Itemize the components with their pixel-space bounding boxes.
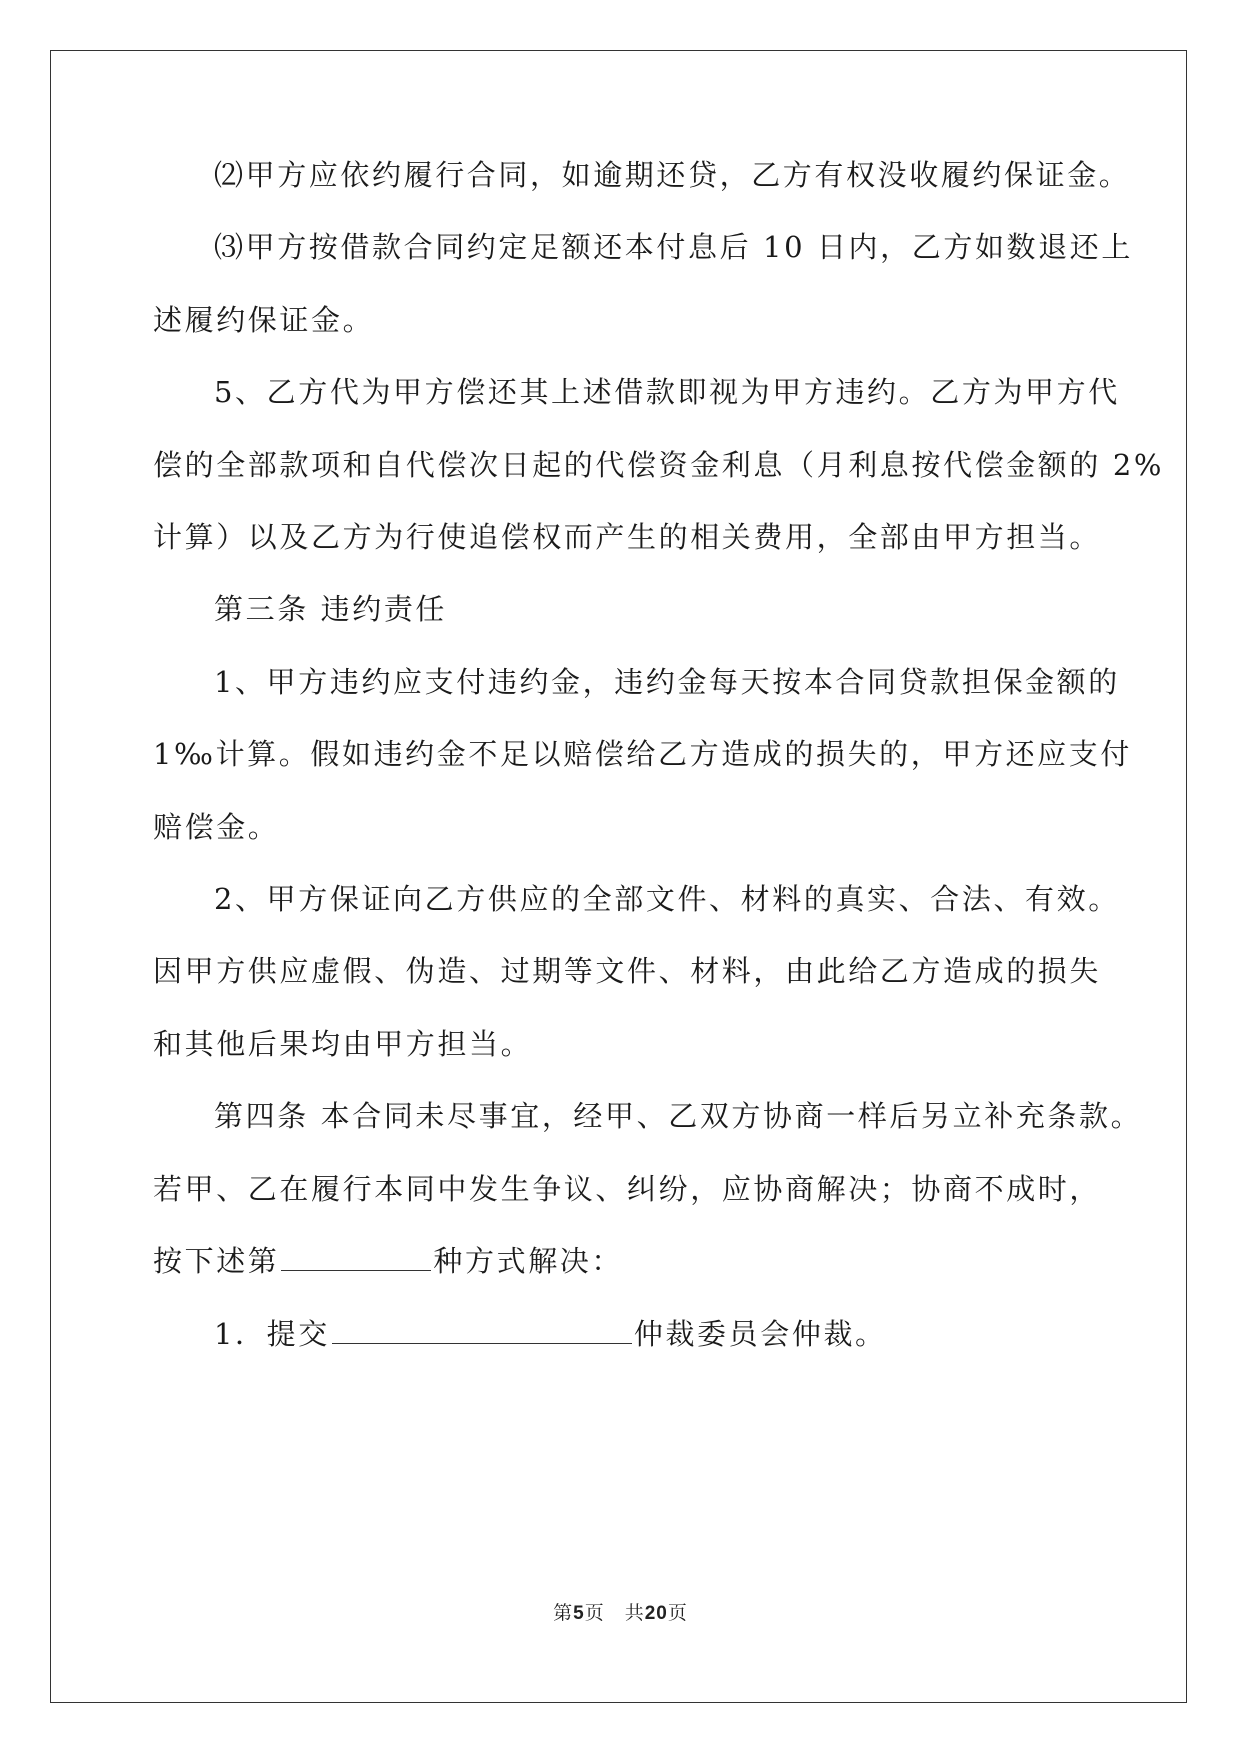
page-footer (0, 1598, 1241, 1625)
footer-page-suffix: 页 (584, 1602, 605, 1624)
footer-total-prefix: 共 (624, 1602, 645, 1624)
paragraph-line: 因甲方供应虚假、伪造、过期等文件、材料，由此给乙方造成的损失 (153, 954, 1102, 988)
paragraph-line: ⑶甲方按借款合同约定足额还本付息后 10 日内，乙方如数退还上 (214, 230, 1133, 264)
paragraph-line (153, 1241, 623, 1281)
line-text: 1．提交 (214, 1317, 330, 1351)
paragraph-line: 和其他后果均由甲方担当。 (153, 1027, 533, 1061)
line-text: 仲裁委员会仲裁。 (633, 1317, 887, 1351)
paragraph-line: 1、甲方违约应支付违约金，违约金每天按本合同贷款担保金额的 (214, 665, 1120, 699)
paragraph-line (214, 1314, 887, 1354)
paragraph-line: 若甲、乙在履行本同中发生争议、纠纷，应协商解决；协商不成时， (153, 1172, 1102, 1206)
total-pages: 20 (644, 1603, 668, 1624)
fill-in-blank[interactable] (332, 1315, 632, 1344)
paragraph-line: ⑵甲方应依约履行合同，如逾期还贷，乙方有权没收履约保证金。 (214, 158, 1131, 192)
paragraph-line: 偿的全部款项和自代偿次日起的代偿资金利息（月利息按代偿金额的 2% (153, 448, 1165, 482)
fill-in-blank[interactable] (281, 1242, 431, 1271)
paragraph-line: 述履约保证金。 (153, 303, 375, 337)
paragraph-line: 赔偿金。 (153, 810, 280, 844)
footer-prefix: 第 (553, 1602, 574, 1624)
line-text: 种方式解决： (433, 1244, 624, 1278)
paragraph-line: 计算）以及乙方为行使追偿权而产生的相关费用，全部由甲方担当。 (153, 520, 1102, 554)
footer-total-suffix: 页 (667, 1602, 688, 1624)
line-text: 按下述第 (153, 1244, 280, 1278)
page-number: 5 (573, 1603, 585, 1624)
paragraph-line: 2、甲方保证向乙方供应的全部文件、材料的真实、合法、有效。 (214, 882, 1120, 916)
page-border (50, 50, 1187, 1703)
paragraph-line: 5、乙方代为甲方偿还其上述借款即视为甲方违约。乙方为甲方代 (214, 375, 1120, 409)
paragraph-line: 1‰计算。假如违约金不足以赔偿给乙方造成的损失的，甲方还应支付 (153, 737, 1132, 771)
section-heading: 第四条 本合同未尽事宜，经甲、乙双方协商一样后另立补充条款。 (214, 1099, 1143, 1133)
section-heading: 第三条 违约责任 (214, 592, 448, 626)
